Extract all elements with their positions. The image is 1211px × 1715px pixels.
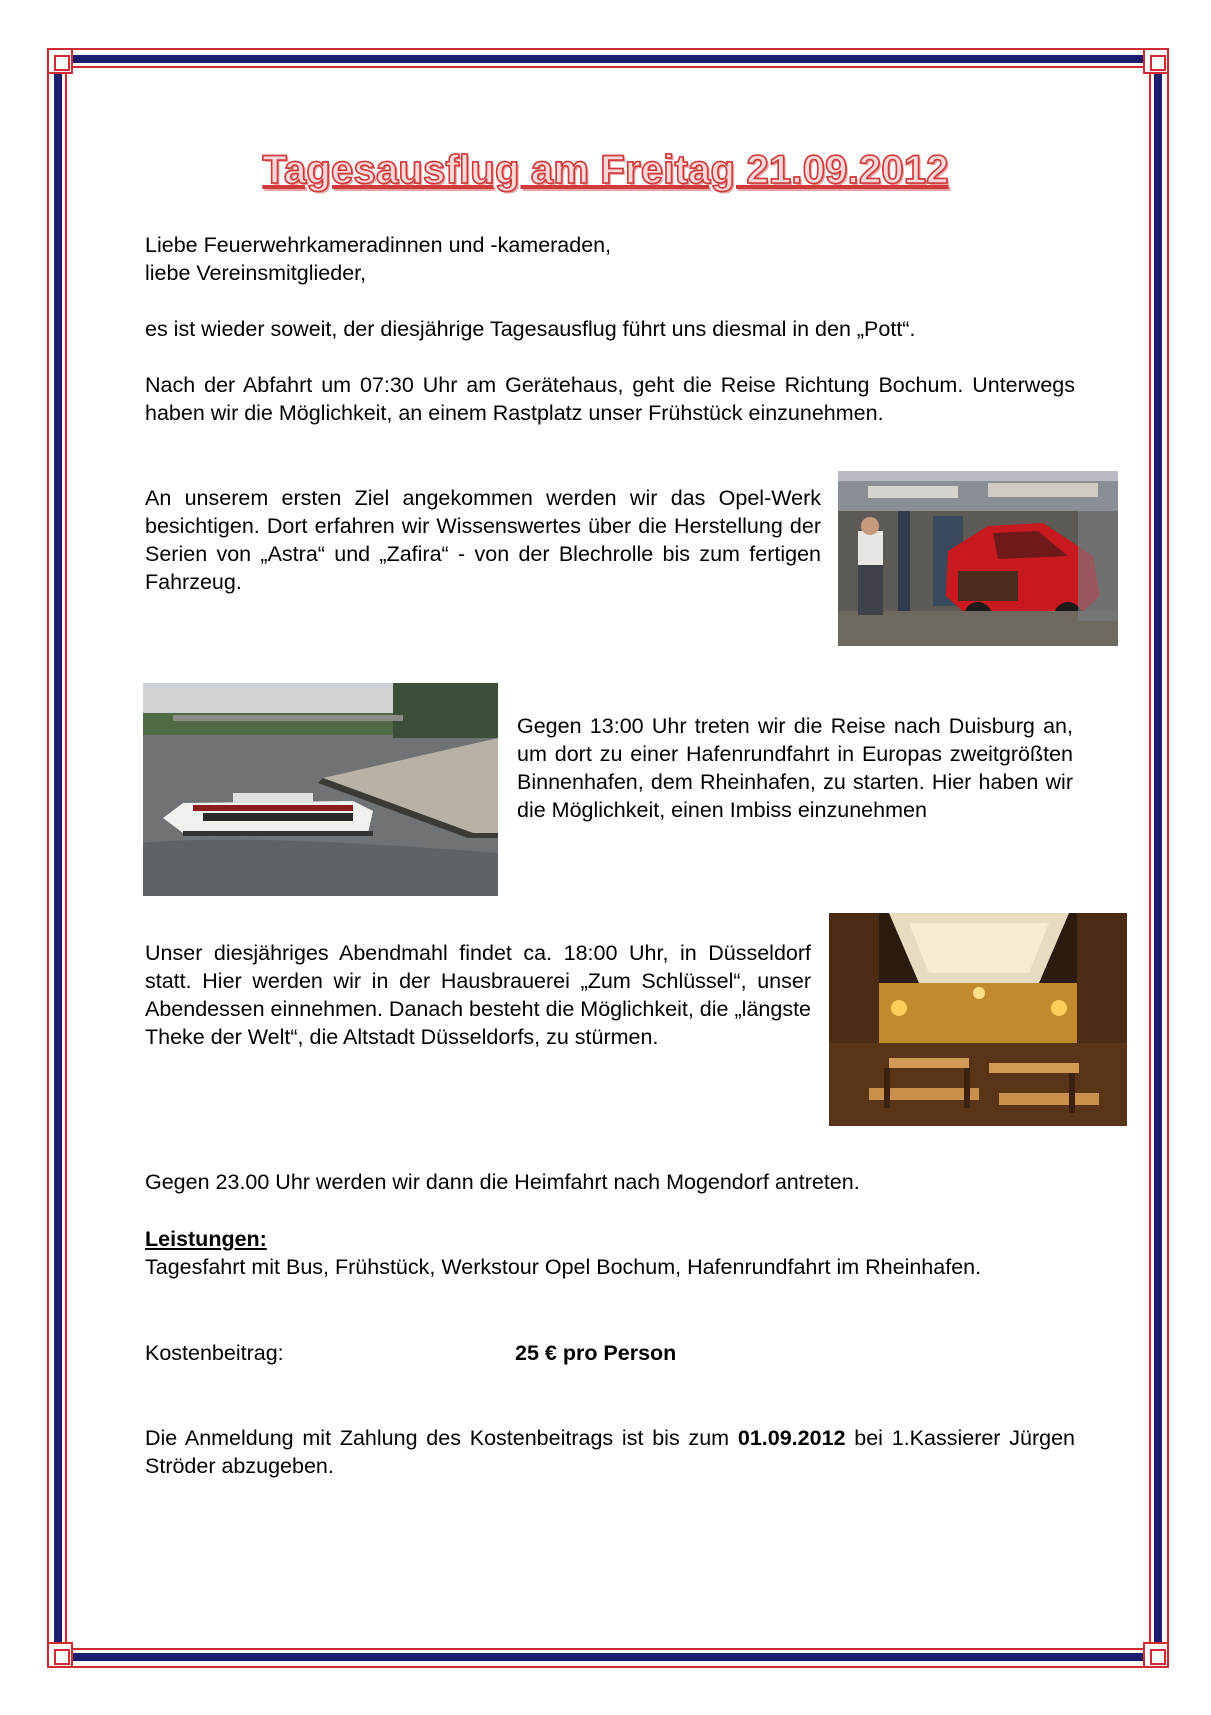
corner-ornament-bottom-right bbox=[1143, 1642, 1169, 1668]
corner-ornament-bottom-left bbox=[47, 1642, 73, 1668]
cost-label: Kostenbeitrag: bbox=[145, 1341, 284, 1365]
registration-prefix: Die Anmeldung mit Zahlung des Kostenbeitrags ist bis zum bbox=[145, 1426, 730, 1450]
return-paragraph: Gegen 23.00 Uhr werden wir dann die Heimfahrt nach Mogendorf antreten. bbox=[145, 1170, 860, 1194]
intro-paragraph: es ist wieder soweit, der diesjährige Tagesausflug führt uns diesmal in den „Pott“. bbox=[145, 317, 916, 341]
harbor-ship-photo bbox=[143, 683, 498, 896]
page-title: Tagesausflug am Freitag 21.09.2012 bbox=[262, 148, 949, 192]
brewery-interior-photo bbox=[829, 913, 1127, 1126]
greeting-line-2: liebe Vereinsmitglieder, bbox=[145, 261, 367, 285]
services-paragraph: Tagesfahrt mit Bus, Frühstück, Werkstour Opel Bochum, Hafenrundfahrt im Rheinhafen. bbox=[145, 1255, 982, 1279]
departure-paragraph: Nach der Abfahrt um 07:30 Uhr am Gerätehaus, geht die Reise Richtung Bochum. Unterwegs haben wir die Möglichkeit, an einem Rastplatz unser Frühstück einzunehmen. bbox=[145, 373, 1075, 425]
registration-suffix: bei 1.Kassierer Jürgen Ströder abzugeben. bbox=[145, 1426, 1075, 1478]
duesseldorf-paragraph: Unser diesjähriges Abendmahl findet ca. 18:00 Uhr, in Düsseldorf statt. Hier werden wir in der Hausbrauerei „Zum Schlüssel“, unser Abendessen einnehmen. Danach besteht die Möglichkeit, die „längste Theke der Welt“, die Altstadt Düsseldorfs, zu stürmen. bbox=[145, 941, 811, 1049]
registration-paragraph bbox=[145, 1424, 1075, 1480]
corner-ornament-top-left bbox=[47, 48, 73, 74]
services-heading: Leistungen: bbox=[145, 1227, 267, 1251]
corner-ornament-top-right bbox=[1143, 48, 1169, 74]
opel-factory-photo bbox=[838, 471, 1118, 646]
greeting-line-1: Liebe Feuerwehrkameradinnen und -kameraden, bbox=[145, 233, 612, 257]
opel-paragraph: An unserem ersten Ziel angekommen werden wir das Opel-Werk besichtigen. Dort erfahren wir Wissenswertes über die Herstellung der Serien von „Astra“ und „Zafira“ - von der Blechrolle bis zum fertigen Fahrzeug. bbox=[145, 486, 821, 594]
cost-value: 25 € pro Person bbox=[515, 1341, 677, 1365]
registration-date: 01.09.2012 bbox=[737, 1426, 846, 1450]
duisburg-paragraph: Gegen 13:00 Uhr treten wir die Reise nach Duisburg an, um dort zu einer Hafenrundfahrt in Europas zweitgrößten Binnenhafen, dem Rheinhafen, zu starten. Hier haben wir die Möglichkeit, einen Imbiss einzunehmen bbox=[517, 714, 1073, 822]
